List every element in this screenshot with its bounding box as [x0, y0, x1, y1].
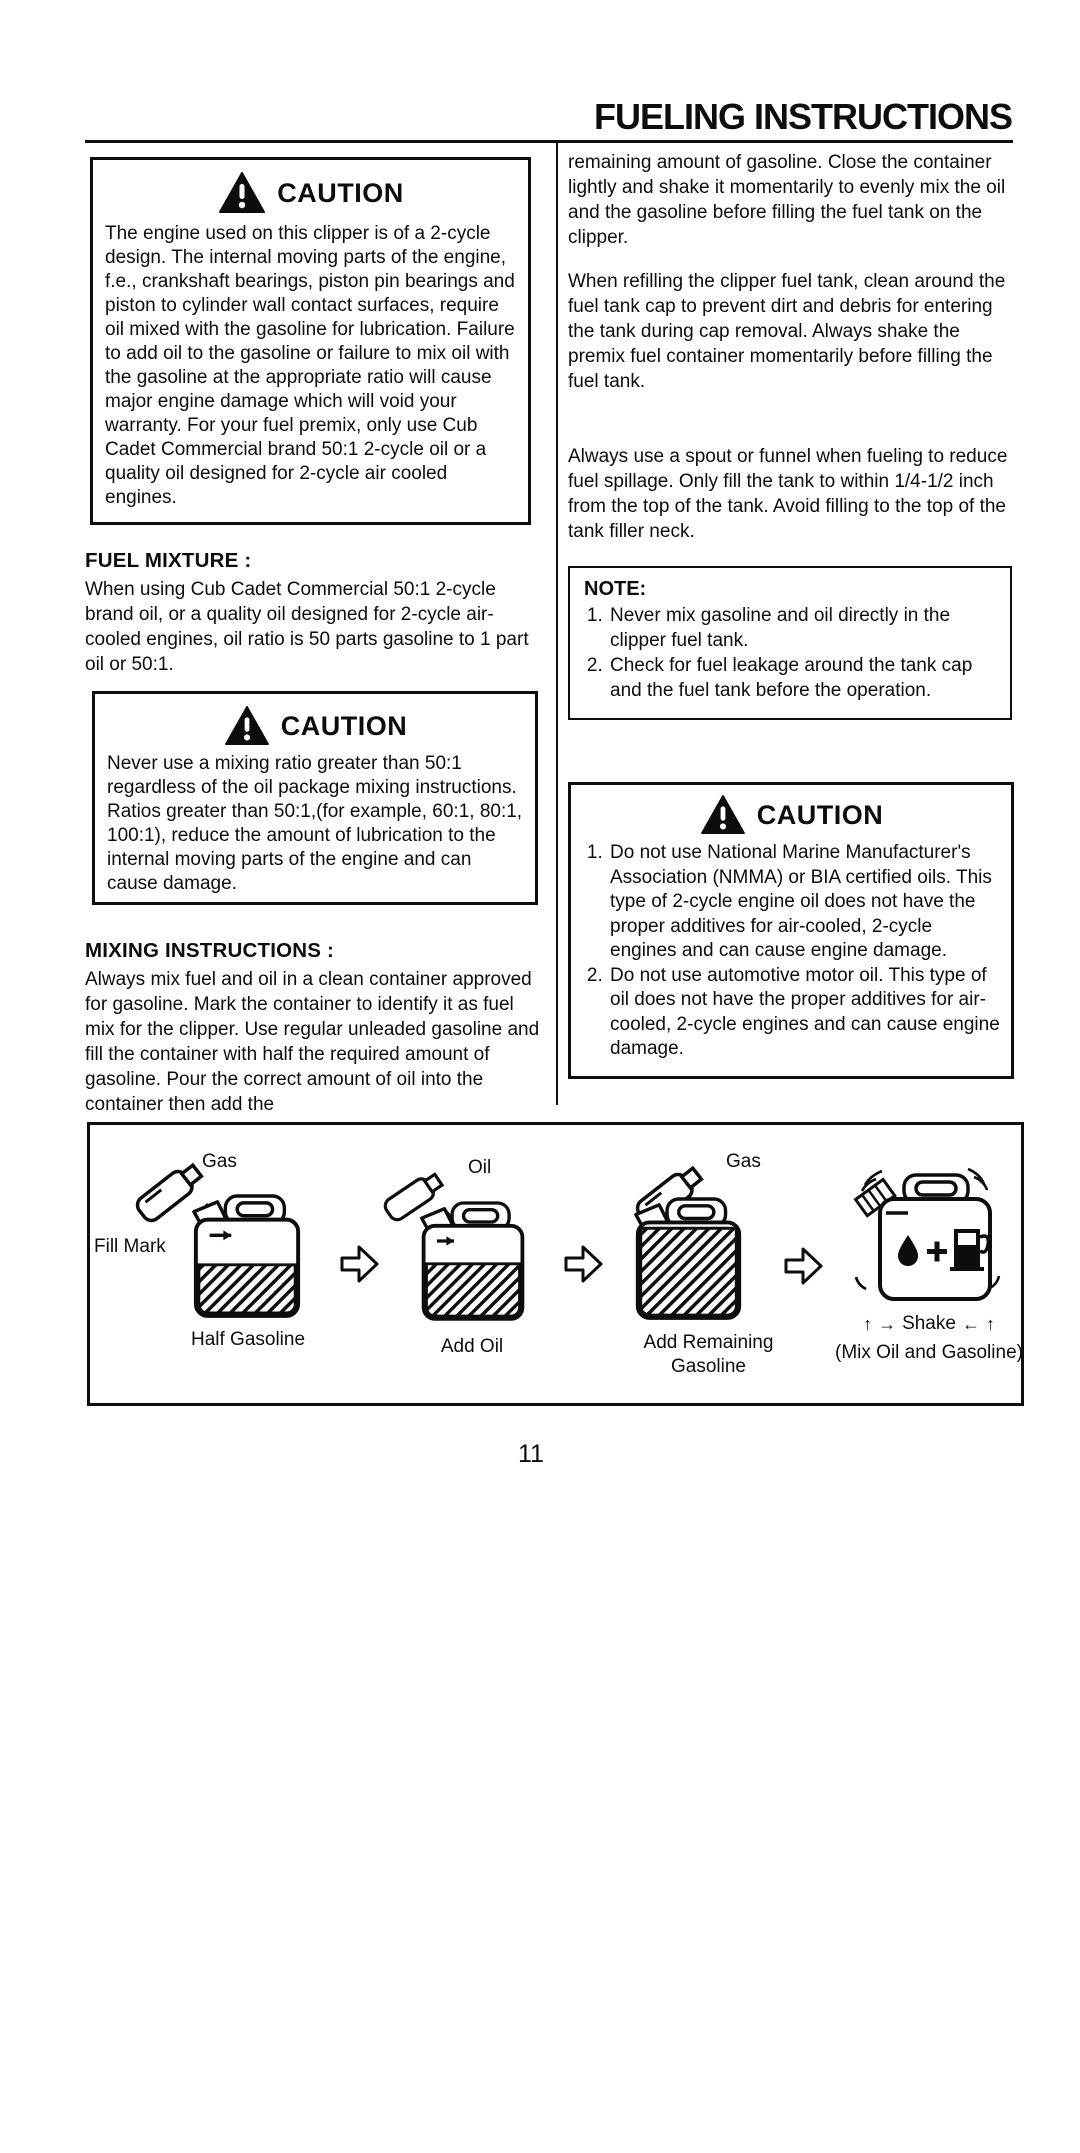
gas-can-icon [630, 1193, 747, 1322]
caution-ratio-text: Never use a mixing ratio greater than 50:1 regardless of the oil package mixing instructions. Ratios greater than 50:1,(for example, 60:1, 80:1, 100:1), reduce the amount of lubrication to the internal moving parts of the engine and can cause damage. [107, 753, 523, 894]
caution-oils-item: 2. Do not use automotive motor oil. This type of oil does not have the proper additives for air-cooled, 2-cycle engines and can cause engine damage. [608, 964, 1001, 1062]
diagram-step-shake [834, 1161, 1024, 1396]
diagram-step-add-remaining [618, 1151, 798, 1391]
gas-can-icon [188, 1190, 306, 1320]
step-caption: Add Remaining Gasoline [643, 1332, 774, 1377]
shake-right-arrow-icon: → [878, 1313, 897, 1334]
shake-left-arrow-icon: ← [961, 1313, 980, 1334]
caution-engine-text: The engine used on this clipper is of a 2-cycle design. The internal moving parts of the engine, f.e., crankshaft bearings, piston pin bearings and piston to cylinder wall contact surfaces, require oil mixed with the gasoline for lubrication. Failure to add oil to the gasoline or failure to mix oil with the gasoline at the appropriate ratio will cause major engine damage which will void your warranty. For your fuel premix, only use Cub Cadet Commercial brand 50:1 2-cycle oil or a quality oil designed for 2-cycle air cooled engines. [105, 223, 515, 508]
column-divider [556, 141, 558, 1105]
shake-up-arrow-icon: ↑ [985, 1313, 995, 1334]
fueling-paragraph-3: Always use a spout or funnel when fueling to reduce fuel spillage. Only fill the tank to within 1/4-1/2 inch from the top of the tank. Avoid filling to the top of the tank filler neck. [568, 446, 1008, 542]
fill-mark-label: Fill Mark [94, 1236, 166, 1257]
gas-label: Gas [726, 1151, 761, 1172]
caution-box-oils [568, 782, 1014, 1079]
diagram-step-half-gasoline [90, 1150, 352, 1380]
caution-label: CAUTION [280, 710, 408, 741]
caution-label: CAUTION [756, 799, 884, 830]
warning-triangle-icon [701, 795, 745, 835]
caution-box-engine [90, 157, 531, 525]
fuel-mixture-heading: FUEL MIXTURE : [85, 549, 252, 572]
fuel-mixture-text: When using Cub Cadet Commercial 50:1 2-cycle brand oil, or a quality oil designed for 2-cycle air-cooled engines, oil ratio is 50 parts gasoline to 1 part oil or 50:1. [85, 579, 529, 675]
step-caption: Add Oil [440, 1336, 504, 1357]
page-number: 11 [518, 1440, 544, 1468]
step-arrow-icon [564, 1243, 604, 1285]
caution-header [105, 172, 518, 214]
mixing-diagram [87, 1122, 1024, 1406]
caution-label: CAUTION [277, 177, 404, 208]
page-title: FUELING INSTRUCTIONS [594, 96, 1012, 137]
warning-triangle-icon [225, 706, 269, 746]
note-item: 1. Never mix gasoline and oil directly in the clipper fuel tank. [608, 603, 998, 653]
shake-can-icon [842, 1161, 1014, 1311]
note-item: 2. Check for fuel leakage around the tank cap and the fuel tank before the operation. [608, 653, 998, 703]
caution-oils-list [583, 841, 1001, 1062]
shake-up-arrow-icon: ↑ [863, 1313, 873, 1334]
note-heading: NOTE: [584, 578, 647, 600]
step-arrow-icon [784, 1245, 824, 1287]
caution-header [583, 795, 1001, 835]
mixing-instructions-heading: MIXING INSTRUCTIONS : [85, 939, 335, 962]
fueling-paragraph-2: When refilling the clipper fuel tank, clean around the fuel tank cap to prevent dirt and debris for entering the tank during cap removal. Always shake the premix fuel container momentarily before filling the fuel tank. [568, 271, 1006, 392]
mixing-instructions-text: Always mix fuel and oil in a clean container approved for gasoline. Mark the container to identify it as fuel mix for the clipper. Use regular unleaded gasoline and fill the container with half the required amount of gasoline. Pour the correct amount of oil into the container then add the [85, 969, 540, 1115]
gas-can-icon [416, 1197, 530, 1323]
diagram-step-add-oil [372, 1155, 552, 1385]
gas-label: Gas [202, 1151, 237, 1172]
note-box [568, 566, 1012, 720]
oil-label: Oil [468, 1157, 492, 1178]
fueling-paragraph-1: remaining amount of gasoline. Close the container lightly and shake it momentarily to evenly mix the oil and the gasoline before filling the fuel tank on the clipper. [568, 152, 1006, 248]
title-rule [85, 140, 1013, 143]
step-caption: (Mix Oil and Gasoline) [835, 1342, 1023, 1363]
step-caption: Half Gasoline [190, 1329, 306, 1350]
note-list [584, 603, 998, 703]
caution-box-ratio [92, 691, 538, 905]
warning-triangle-icon [219, 172, 265, 214]
caution-header [107, 706, 525, 746]
caution-oils-item: 1. Do not use National Marine Manufacturer's Association (NMMA) or BIA certified oils. This type of 2-cycle engine oil does not have the proper additives for air-cooled, 2-cycle engines and can cause engine damage. [608, 841, 1001, 964]
shake-label: Shake [902, 1313, 956, 1334]
